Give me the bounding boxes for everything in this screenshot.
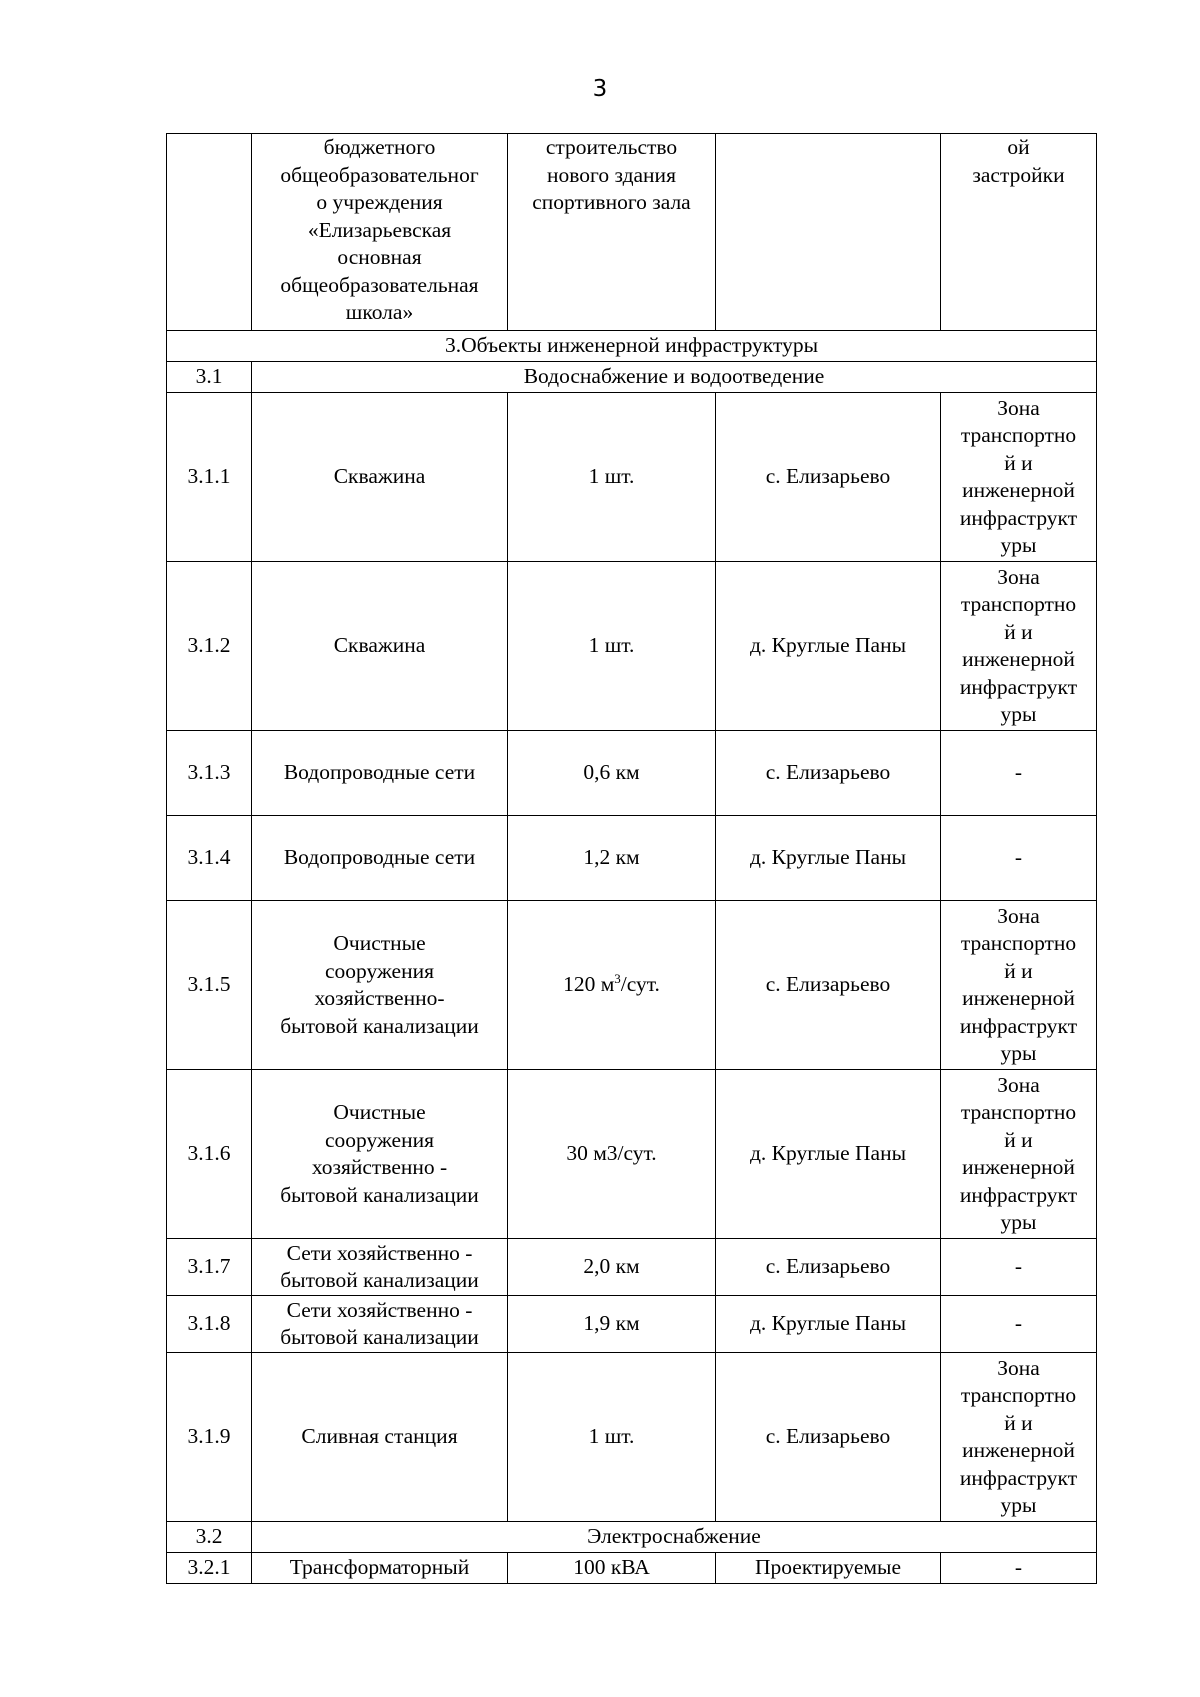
cell-location: д. Круглые Паны	[716, 1070, 941, 1239]
cell-object-name: Трансформаторный	[252, 1553, 508, 1584]
cell-zone: Зона транспортно й и инженерной инфраструкт уры	[941, 562, 1097, 731]
cell-amount: 1,9 км	[508, 1296, 716, 1353]
subsection-number: 3.2	[167, 1522, 252, 1553]
cell-amount: 1 шт.	[508, 393, 716, 562]
cell-location: с. Елизарьево	[716, 393, 941, 562]
cell-amount: 2,0 км	[508, 1239, 716, 1296]
subsection-number: 3.1	[167, 362, 252, 393]
cell-num: 3.1.1	[167, 393, 252, 562]
cell-location: с. Елизарьево	[716, 901, 941, 1070]
cell-object-name: Сливная станция	[252, 1353, 508, 1522]
section-title: 3.Объекты инженерной инфраструктуры	[167, 331, 1097, 362]
section-header-row	[167, 331, 1097, 362]
cell-zone: -	[941, 1296, 1097, 1353]
cell-amount: 0,6 км	[508, 731, 716, 816]
table-row	[167, 731, 1097, 816]
cell-amount: 1 шт.	[508, 1353, 716, 1522]
cell-zone: ой застройки	[941, 134, 1097, 331]
table-row-continued	[167, 134, 1097, 331]
table-row	[167, 1296, 1097, 1353]
cell-num: 3.1.3	[167, 731, 252, 816]
page-number: 3	[592, 76, 608, 102]
cell-location: д. Круглые Паны	[716, 816, 941, 901]
cell-zone: -	[941, 1553, 1097, 1584]
cell-description: строительство нового здания спортивного зала	[508, 134, 716, 331]
cell-amount: 1 шт.	[508, 562, 716, 731]
subsection-row	[167, 1522, 1097, 1553]
cell-object-name: Водопроводные сети	[252, 731, 508, 816]
cell-zone: Зона транспортно й и инженерной инфраструкт уры	[941, 1353, 1097, 1522]
table-row	[167, 1070, 1097, 1239]
table-row	[167, 562, 1097, 731]
cell-amount: 30 м3/сут.	[508, 1070, 716, 1239]
cell-object-name: бюджетного общеобразовательног о учреждения «Елизарьевская основная общеобразовательная школа»	[252, 134, 508, 331]
cell-num: 3.1.9	[167, 1353, 252, 1522]
table-row	[167, 901, 1097, 1070]
cell-zone: Зона транспортно й и инженерной инфраструкт уры	[941, 393, 1097, 562]
cell-location: с. Елизарьево	[716, 1353, 941, 1522]
cell-object-name: Скважина	[252, 562, 508, 731]
table-row	[167, 393, 1097, 562]
cell-zone: -	[941, 816, 1097, 901]
table-row	[167, 1353, 1097, 1522]
cell-object-name: Сети хозяйственно - бытовой канализации	[252, 1296, 508, 1353]
cell-location: с. Елизарьево	[716, 731, 941, 816]
cell-num	[167, 134, 252, 331]
subsection-row	[167, 362, 1097, 393]
cell-object-name: Очистные сооружения хозяйственно - бытовой канализации	[252, 1070, 508, 1239]
cell-num: 3.1.2	[167, 562, 252, 731]
cell-object-name: Сети хозяйственно - бытовой канализации	[252, 1239, 508, 1296]
cell-object-name: Водопроводные сети	[252, 816, 508, 901]
cell-amount: 100 кВА	[508, 1553, 716, 1584]
cell-zone: -	[941, 731, 1097, 816]
cell-object-name: Скважина	[252, 393, 508, 562]
cell-location	[716, 134, 941, 331]
subsection-title: Электроснабжение	[252, 1522, 1097, 1553]
cell-num: 3.1.6	[167, 1070, 252, 1239]
cell-amount: 1,2 км	[508, 816, 716, 901]
cell-location: Проектируемые	[716, 1553, 941, 1584]
table-row	[167, 1553, 1097, 1584]
subsection-title: Водоснабжение и водоотведение	[252, 362, 1097, 393]
table-row	[167, 816, 1097, 901]
cell-num: 3.1.5	[167, 901, 252, 1070]
cell-object-name: Очистные сооружения хозяйственно- бытовой канализации	[252, 901, 508, 1070]
cell-num: 3.2.1	[167, 1553, 252, 1584]
objects-table	[166, 133, 1097, 1584]
cell-zone: -	[941, 1239, 1097, 1296]
cell-location: д. Круглые Паны	[716, 1296, 941, 1353]
cell-location: с. Елизарьево	[716, 1239, 941, 1296]
cell-num: 3.1.7	[167, 1239, 252, 1296]
cell-location: д. Круглые Паны	[716, 562, 941, 731]
cell-zone: Зона транспортно й и инженерной инфраструкт уры	[941, 901, 1097, 1070]
cell-zone: Зона транспортно й и инженерной инфраструкт уры	[941, 1070, 1097, 1239]
cell-amount: 120 $м^3$/сут.	[508, 901, 716, 1070]
table-row	[167, 1239, 1097, 1296]
cell-num: 3.1.8	[167, 1296, 252, 1353]
cell-num: 3.1.4	[167, 816, 252, 901]
